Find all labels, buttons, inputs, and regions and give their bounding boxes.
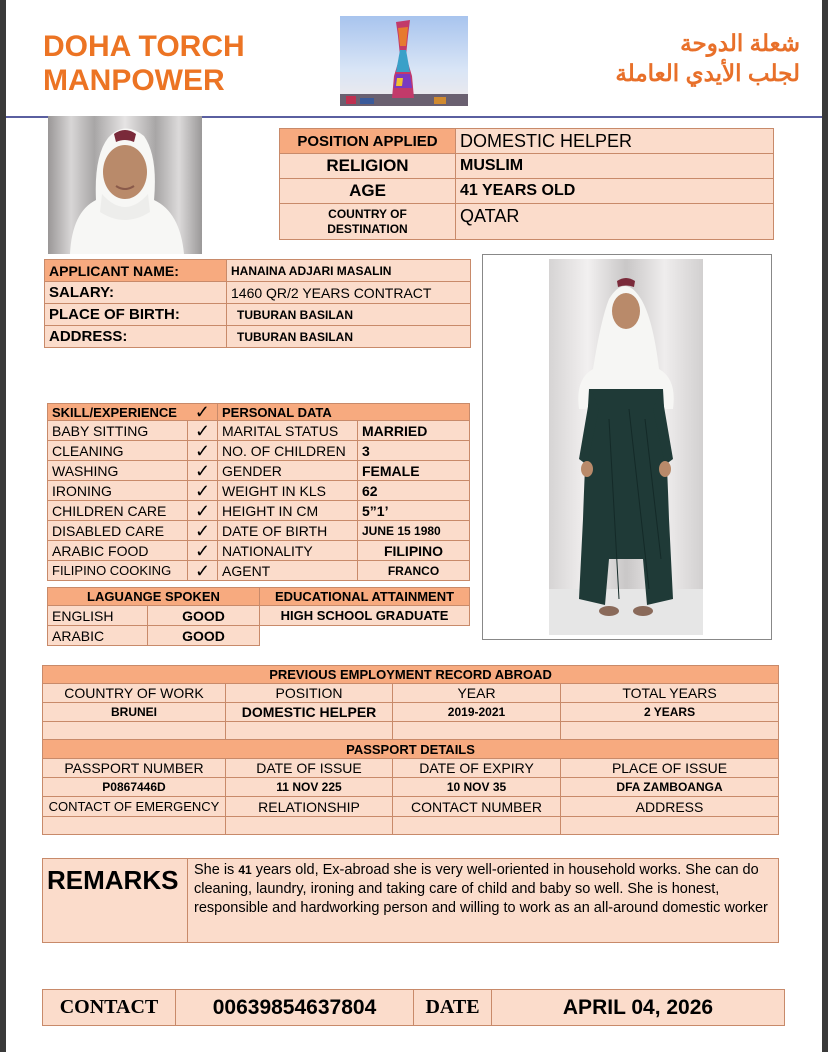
- employment-col-header: POSITION: [226, 684, 393, 703]
- employment-col-header: YEAR: [393, 684, 561, 703]
- arabic-line1: شعلة الدوحة: [680, 30, 800, 56]
- destination-label: COUNTRY OF DESTINATION: [280, 204, 456, 240]
- age-value: 41 YEARS OLD: [456, 179, 774, 204]
- salary-value: 1460 QR/2 YEARS CONTRACT: [227, 282, 471, 304]
- position-table: [279, 128, 774, 240]
- skill-item: CLEANING: [48, 441, 188, 461]
- employment-header: PREVIOUS EMPLOYMENT RECORD ABROAD: [43, 666, 779, 684]
- empty-cell: [393, 817, 561, 835]
- place-of-issue-value: DFA ZAMBOANGA: [561, 778, 779, 797]
- remarks-text-start: She is: [194, 862, 239, 878]
- personal-label: MARITAL STATUS: [218, 421, 358, 441]
- contact-date-table: [42, 989, 785, 1026]
- empty-cell: [226, 722, 393, 740]
- personal-label: NO. OF CHILDREN: [218, 441, 358, 461]
- passport-header: PASSPORT DETAILS: [43, 740, 779, 759]
- empty-cell: [226, 817, 393, 835]
- education-table: [259, 587, 470, 626]
- company-name-line2: MANPOWER: [43, 64, 225, 97]
- contact-number: 00639854637804: [176, 990, 414, 1026]
- personal-label: HEIGHT IN CM: [218, 501, 358, 521]
- empty-cell: [43, 722, 226, 740]
- passport-col-header: DATE OF EXPIRY: [393, 759, 561, 778]
- skill-item: CHILDREN CARE: [48, 501, 188, 521]
- torch-tower-logo: [340, 16, 468, 106]
- skills-personal-table: [47, 403, 470, 581]
- empty-cell: [43, 817, 226, 835]
- employment-col-header: TOTAL YEARS: [561, 684, 779, 703]
- date-of-expiry-value: 10 NOV 35: [393, 778, 561, 797]
- age-label: AGE: [280, 179, 456, 204]
- personal-value: JUNE 15 1980: [358, 521, 470, 541]
- religion-label: RELIGION: [280, 154, 456, 179]
- personal-label: GENDER: [218, 461, 358, 481]
- languages-table: [47, 587, 260, 646]
- place-of-birth-label: PLACE OF BIRTH:: [45, 304, 227, 326]
- remarks-text: [188, 859, 779, 943]
- address-value: TUBURAN BASILAN: [227, 326, 471, 348]
- applicant-name-label: APPLICANT NAME:: [45, 260, 227, 282]
- biodata-page: [6, 0, 822, 1052]
- date-of-issue-value: 11 NOV 225: [226, 778, 393, 797]
- photo-background: [549, 259, 703, 635]
- destination-value: QATAR: [456, 204, 774, 240]
- language-level: GOOD: [148, 626, 260, 646]
- skill-header-check-icon: ✓: [188, 404, 218, 421]
- education-value: HIGH SCHOOL GRADUATE: [260, 606, 470, 626]
- address-label: ADDRESS:: [45, 326, 227, 348]
- skill-item: FILIPINO COOKING: [48, 561, 188, 581]
- languages-header: LAGUANGE SPOKEN: [48, 588, 260, 606]
- personal-label: AGENT: [218, 561, 358, 581]
- personal-label: DATE OF BIRTH: [218, 521, 358, 541]
- employment-cell: BRUNEI: [43, 703, 226, 722]
- check-icon: ✓: [188, 501, 218, 521]
- personal-label: WEIGHT IN KLS: [218, 481, 358, 501]
- language-name: ARABIC: [48, 626, 148, 646]
- language-level: GOOD: [148, 606, 260, 626]
- passport-col-header: PASSPORT NUMBER: [43, 759, 226, 778]
- employment-col-header: COUNTRY OF WORK: [43, 684, 226, 703]
- check-icon: ✓: [188, 541, 218, 561]
- remarks-table: [42, 858, 779, 943]
- applicant-full-body-photo: [482, 254, 772, 640]
- contact-label: CONTACT: [43, 990, 176, 1026]
- personal-label: NATIONALITY: [218, 541, 358, 561]
- language-name: ENGLISH: [48, 606, 148, 626]
- personal-data-header: PERSONAL DATA: [218, 404, 470, 421]
- employment-passport-table: [42, 665, 779, 835]
- skill-item: BABY SITTING: [48, 421, 188, 441]
- empty-cell: [561, 817, 779, 835]
- arabic-company-name: [615, 28, 800, 88]
- emergency-col-header: CONTACT OF EMERGENCY: [43, 797, 226, 817]
- passport-col-header: PLACE OF ISSUE: [561, 759, 779, 778]
- personal-value: MARRIED: [358, 421, 470, 441]
- skill-header: SKILL/EXPERIENCE: [48, 404, 188, 421]
- company-name-line1: DOHA TORCH: [43, 30, 245, 63]
- religion-value: MUSLIM: [456, 154, 774, 179]
- company-name: [43, 30, 245, 98]
- empty-cell: [561, 722, 779, 740]
- applicant-table: [44, 259, 471, 348]
- personal-value: FEMALE: [358, 461, 470, 481]
- place-of-birth-value: TUBURAN BASILAN: [227, 304, 471, 326]
- position-applied-value: DOMESTIC HELPER: [456, 129, 774, 154]
- remarks-text-end: years old, Ex-abroad she is very well-oriented in household works. She can do cleaning, laundry, ironing and taking care of child and baby so well. She is honest, responsible and hardworking person and willing to work as an all-around domestic worker: [194, 862, 768, 916]
- personal-value: FRANCO: [358, 561, 470, 581]
- personal-value: 5”1’: [358, 501, 470, 521]
- personal-value: FILIPINO: [358, 541, 470, 561]
- employment-cell: 2 YEARS: [561, 703, 779, 722]
- skill-item: ARABIC FOOD: [48, 541, 188, 561]
- passport-col-header: DATE OF ISSUE: [226, 759, 393, 778]
- check-icon: ✓: [188, 461, 218, 481]
- check-icon: ✓: [188, 441, 218, 461]
- passport-number-value: P0867446D: [43, 778, 226, 797]
- salary-label: SALARY:: [45, 282, 227, 304]
- personal-value: 3: [358, 441, 470, 461]
- skill-item: DISABLED CARE: [48, 521, 188, 541]
- employment-cell: 2019-2021: [393, 703, 561, 722]
- check-icon: ✓: [188, 521, 218, 541]
- emergency-col-header: CONTACT NUMBER: [393, 797, 561, 817]
- remarks-age: 41: [238, 863, 252, 877]
- education-header: EDUCATIONAL ATTAINMENT: [260, 588, 470, 606]
- date-label: DATE: [414, 990, 492, 1026]
- check-icon: ✓: [188, 561, 218, 581]
- position-applied-label: POSITION APPLIED: [280, 129, 456, 154]
- date-value: APRIL 04, 2026: [492, 990, 785, 1026]
- empty-cell: [393, 722, 561, 740]
- arabic-line2: لجلب الأيدي العاملة: [615, 60, 800, 86]
- check-icon: ✓: [188, 481, 218, 501]
- emergency-col-header: ADDRESS: [561, 797, 779, 817]
- emergency-col-header: RELATIONSHIP: [226, 797, 393, 817]
- skill-item: WASHING: [48, 461, 188, 481]
- employment-cell: DOMESTIC HELPER: [226, 703, 393, 722]
- personal-value: 62: [358, 481, 470, 501]
- applicant-name-value: HANAINA ADJARI MASALIN: [227, 260, 471, 282]
- applicant-portrait-photo: [48, 116, 202, 254]
- skill-item: IRONING: [48, 481, 188, 501]
- remarks-label: REMARKS: [43, 859, 188, 943]
- check-icon: ✓: [188, 421, 218, 441]
